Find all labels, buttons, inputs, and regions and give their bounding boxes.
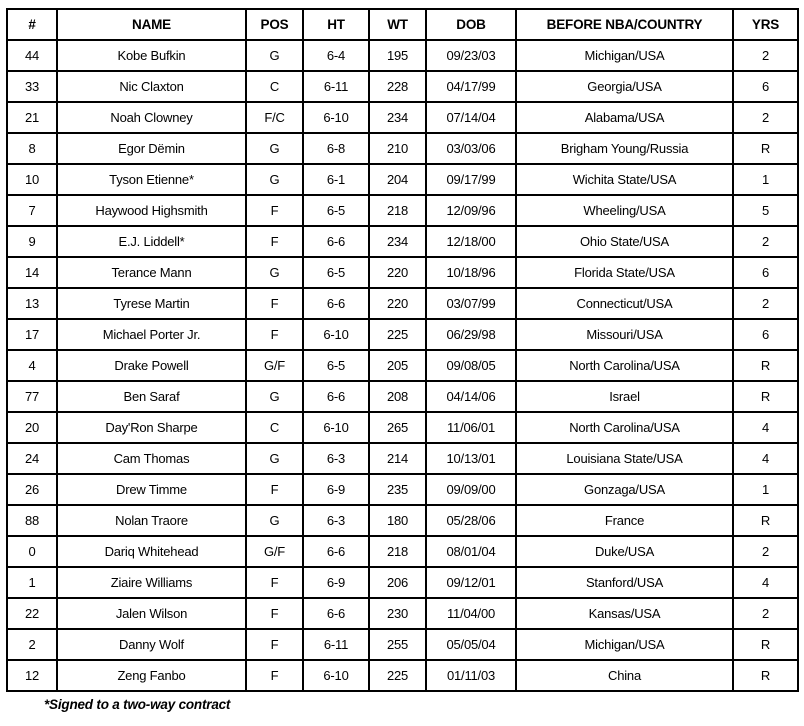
cell-ht: 6-6 [303,226,369,257]
cell-ht: 6-10 [303,412,369,443]
cell-pos: F [246,195,303,226]
cell-yrs: 2 [733,40,798,71]
cell-yrs: R [733,133,798,164]
cell-ht: 6-1 [303,164,369,195]
cell-number: 10 [7,164,57,195]
cell-ht: 6-5 [303,350,369,381]
cell-before-nba-country: Wichita State/USA [516,164,733,195]
table-row [7,164,798,195]
table-row [7,567,798,598]
cell-number: 14 [7,257,57,288]
cell-name: Ben Saraf [57,381,246,412]
cell-pos: G/F [246,536,303,567]
cell-ht: 6-11 [303,71,369,102]
cell-before-nba-country: North Carolina/USA [516,350,733,381]
two-way-contract-footnote: *Signed to a two-way contract [44,697,231,712]
cell-pos: F [246,598,303,629]
table-row [7,319,798,350]
column-header-yrs: YRS [733,9,798,40]
cell-yrs: R [733,629,798,660]
table-row [7,381,798,412]
cell-name: Tyrese Martin [57,288,246,319]
cell-name: Egor Dëmin [57,133,246,164]
cell-wt: 235 [369,474,426,505]
cell-wt: 220 [369,257,426,288]
table-row [7,350,798,381]
cell-name: Michael Porter Jr. [57,319,246,350]
cell-before-nba-country: Michigan/USA [516,629,733,660]
cell-name: Drake Powell [57,350,246,381]
cell-ht: 6-6 [303,598,369,629]
cell-pos: G [246,133,303,164]
cell-yrs: R [733,350,798,381]
cell-name: Tyson Etienne* [57,164,246,195]
cell-yrs: 1 [733,474,798,505]
table-row [7,257,798,288]
cell-yrs: 2 [733,226,798,257]
roster-table-body [7,40,798,691]
cell-wt: 220 [369,288,426,319]
cell-name: Noah Clowney [57,102,246,133]
cell-yrs: 2 [733,102,798,133]
cell-yrs: 1 [733,164,798,195]
cell-ht: 6-5 [303,195,369,226]
cell-pos: F [246,226,303,257]
table-row [7,443,798,474]
cell-wt: 180 [369,505,426,536]
cell-pos: G [246,505,303,536]
cell-name: Dariq Whitehead [57,536,246,567]
cell-pos: G [246,257,303,288]
cell-before-nba-country: China [516,660,733,691]
cell-before-nba-country: Georgia/USA [516,71,733,102]
cell-wt: 208 [369,381,426,412]
table-row [7,505,798,536]
cell-ht: 6-10 [303,102,369,133]
cell-pos: G [246,40,303,71]
cell-number: 26 [7,474,57,505]
cell-name: E.J. Liddell* [57,226,246,257]
cell-number: 2 [7,629,57,660]
cell-ht: 6-8 [303,133,369,164]
cell-number: 44 [7,40,57,71]
column-header-number: # [7,9,57,40]
cell-yrs: 6 [733,319,798,350]
cell-dob: 07/14/04 [426,102,516,133]
cell-wt: 225 [369,319,426,350]
cell-ht: 6-9 [303,567,369,598]
cell-dob: 05/05/04 [426,629,516,660]
cell-dob: 10/13/01 [426,443,516,474]
column-header-pos: POS [246,9,303,40]
cell-name: Day'Ron Sharpe [57,412,246,443]
table-row [7,412,798,443]
cell-number: 20 [7,412,57,443]
cell-wt: 218 [369,536,426,567]
cell-before-nba-country: Connecticut/USA [516,288,733,319]
cell-wt: 255 [369,629,426,660]
column-header-before-nba-country: BEFORE NBA/COUNTRY [516,9,733,40]
cell-name: Nic Claxton [57,71,246,102]
cell-before-nba-country: Duke/USA [516,536,733,567]
cell-yrs: 6 [733,257,798,288]
table-row [7,536,798,567]
header-row [7,9,798,40]
table-row [7,288,798,319]
table-row [7,629,798,660]
cell-dob: 09/08/05 [426,350,516,381]
cell-yrs: 2 [733,536,798,567]
table-row [7,102,798,133]
cell-dob: 11/06/01 [426,412,516,443]
cell-ht: 6-10 [303,660,369,691]
cell-dob: 09/09/00 [426,474,516,505]
cell-number: 1 [7,567,57,598]
cell-yrs: 2 [733,598,798,629]
cell-ht: 6-10 [303,319,369,350]
cell-dob: 04/14/06 [426,381,516,412]
cell-number: 0 [7,536,57,567]
cell-yrs: 4 [733,443,798,474]
column-header-dob: DOB [426,9,516,40]
cell-wt: 210 [369,133,426,164]
cell-wt: 195 [369,40,426,71]
cell-dob: 03/03/06 [426,133,516,164]
cell-number: 8 [7,133,57,164]
cell-pos: F [246,567,303,598]
cell-name: Zeng Fanbo [57,660,246,691]
cell-number: 7 [7,195,57,226]
cell-yrs: 5 [733,195,798,226]
cell-yrs: 4 [733,567,798,598]
cell-dob: 09/23/03 [426,40,516,71]
cell-dob: 05/28/06 [426,505,516,536]
cell-pos: G [246,381,303,412]
cell-wt: 230 [369,598,426,629]
cell-dob: 01/11/03 [426,660,516,691]
cell-pos: G [246,443,303,474]
cell-ht: 6-6 [303,288,369,319]
cell-name: Jalen Wilson [57,598,246,629]
cell-number: 33 [7,71,57,102]
column-header-ht: HT [303,9,369,40]
cell-yrs: 4 [733,412,798,443]
cell-number: 22 [7,598,57,629]
cell-ht: 6-4 [303,40,369,71]
table-row [7,133,798,164]
cell-number: 13 [7,288,57,319]
cell-name: Ziaire Williams [57,567,246,598]
table-row [7,598,798,629]
table-row [7,660,798,691]
cell-number: 77 [7,381,57,412]
cell-wt: 214 [369,443,426,474]
cell-pos: F/C [246,102,303,133]
cell-name: Nolan Traore [57,505,246,536]
roster-table [6,8,799,692]
cell-name: Haywood Highsmith [57,195,246,226]
cell-ht: 6-3 [303,443,369,474]
cell-before-nba-country: Missouri/USA [516,319,733,350]
cell-dob: 06/29/98 [426,319,516,350]
cell-ht: 6-5 [303,257,369,288]
cell-before-nba-country: Florida State/USA [516,257,733,288]
cell-yrs: R [733,660,798,691]
table-row [7,226,798,257]
cell-wt: 218 [369,195,426,226]
cell-before-nba-country: Alabama/USA [516,102,733,133]
cell-number: 12 [7,660,57,691]
cell-pos: G/F [246,350,303,381]
cell-wt: 205 [369,350,426,381]
cell-dob: 11/04/00 [426,598,516,629]
cell-before-nba-country: France [516,505,733,536]
cell-number: 21 [7,102,57,133]
cell-ht: 6-11 [303,629,369,660]
cell-before-nba-country: Kansas/USA [516,598,733,629]
cell-pos: F [246,288,303,319]
cell-name: Cam Thomas [57,443,246,474]
cell-pos: C [246,71,303,102]
cell-dob: 08/01/04 [426,536,516,567]
cell-dob: 09/12/01 [426,567,516,598]
cell-before-nba-country: Michigan/USA [516,40,733,71]
cell-before-nba-country: Ohio State/USA [516,226,733,257]
cell-before-nba-country: Wheeling/USA [516,195,733,226]
table-row [7,40,798,71]
cell-pos: F [246,660,303,691]
table-row [7,71,798,102]
cell-dob: 12/18/00 [426,226,516,257]
cell-before-nba-country: North Carolina/USA [516,412,733,443]
cell-yrs: 6 [733,71,798,102]
cell-pos: G [246,164,303,195]
cell-wt: 225 [369,660,426,691]
cell-dob: 09/17/99 [426,164,516,195]
cell-ht: 6-6 [303,381,369,412]
cell-number: 4 [7,350,57,381]
cell-wt: 228 [369,71,426,102]
cell-wt: 265 [369,412,426,443]
cell-before-nba-country: Stanford/USA [516,567,733,598]
cell-wt: 234 [369,102,426,133]
cell-name: Terance Mann [57,257,246,288]
cell-yrs: 2 [733,288,798,319]
cell-dob: 10/18/96 [426,257,516,288]
cell-ht: 6-6 [303,536,369,567]
cell-before-nba-country: Israel [516,381,733,412]
cell-yrs: R [733,381,798,412]
cell-name: Danny Wolf [57,629,246,660]
cell-dob: 12/09/96 [426,195,516,226]
cell-before-nba-country: Louisiana State/USA [516,443,733,474]
cell-number: 24 [7,443,57,474]
cell-wt: 234 [369,226,426,257]
table-row [7,195,798,226]
cell-before-nba-country: Brigham Young/Russia [516,133,733,164]
cell-name: Kobe Bufkin [57,40,246,71]
cell-yrs: R [733,505,798,536]
table-row [7,474,798,505]
column-header-wt: WT [369,9,426,40]
column-header-name: NAME [57,9,246,40]
cell-pos: F [246,319,303,350]
cell-wt: 206 [369,567,426,598]
cell-before-nba-country: Gonzaga/USA [516,474,733,505]
cell-ht: 6-3 [303,505,369,536]
cell-number: 9 [7,226,57,257]
cell-name: Drew Timme [57,474,246,505]
cell-dob: 03/07/99 [426,288,516,319]
cell-number: 88 [7,505,57,536]
cell-number: 17 [7,319,57,350]
cell-pos: C [246,412,303,443]
cell-ht: 6-9 [303,474,369,505]
cell-wt: 204 [369,164,426,195]
cell-dob: 04/17/99 [426,71,516,102]
cell-pos: F [246,474,303,505]
cell-pos: F [246,629,303,660]
